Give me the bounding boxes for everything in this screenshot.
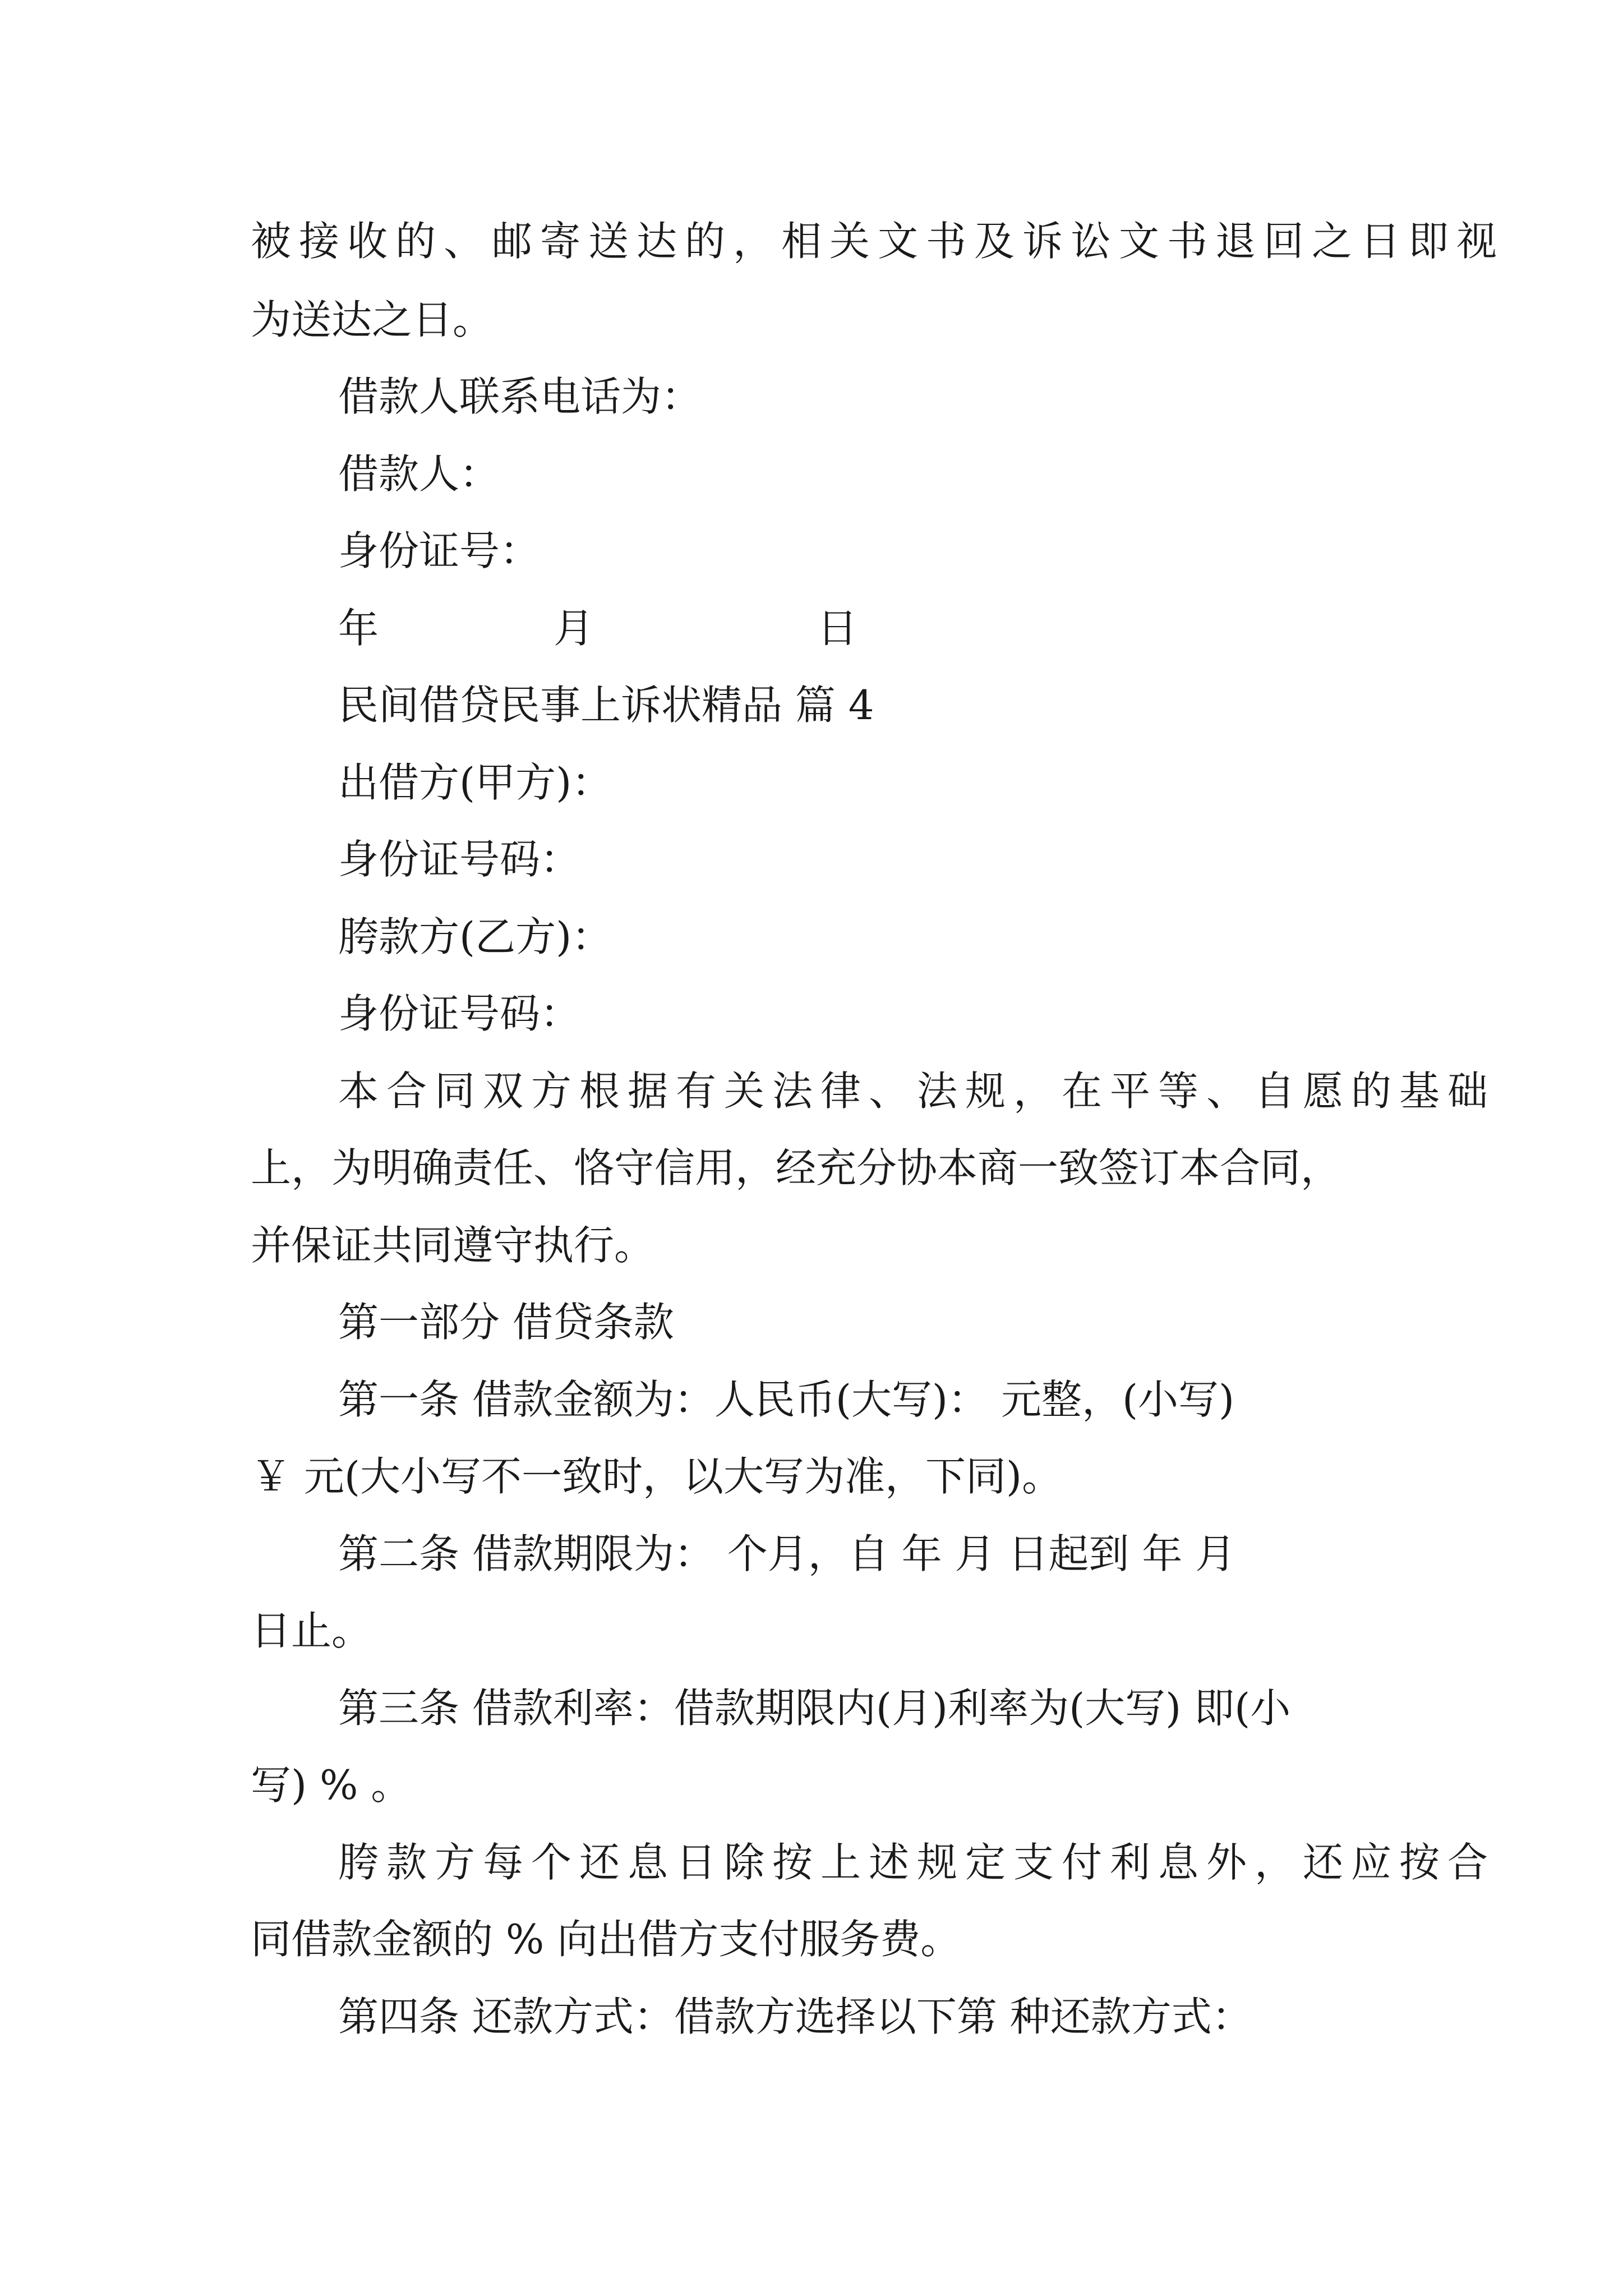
- paragraph-line: 身份证号码：: [338, 990, 581, 1037]
- paragraph-line: 写) % 。: [251, 1761, 412, 1809]
- paragraph-line: 同借款金额的 % 向出借方支付服务费。: [251, 1916, 961, 1963]
- paragraph-line: 第二条 借款期限为： 个月，自 年 月 日起到 年 月: [338, 1530, 1236, 1577]
- section-heading: 第一部分 借贷条款: [338, 1299, 674, 1346]
- paragraph-line: 借款人：: [338, 450, 500, 498]
- paragraph-line: ￥ 元(大小写不一致时，以大写为准，下同)。: [251, 1453, 1063, 1500]
- paragraph-line: 借款人联系电话为：: [338, 373, 702, 420]
- paragraph-line: 身份证号：: [338, 527, 541, 574]
- section-heading: 民间借贷民事上诉状精品 篇 4: [338, 682, 874, 729]
- paragraph-line: 第四条 还款方式：借款方选择以下第 种还款方式：: [338, 1993, 1252, 2040]
- paragraph-line: 身份证号码：: [338, 836, 581, 883]
- date-day: 日: [817, 605, 858, 652]
- paragraph-line: 为送达之日。: [251, 296, 494, 343]
- date-line: [338, 603, 857, 654]
- paragraph-line: 胯款方每个还息日除按上述规定支付利息外，还应按合: [338, 1839, 1496, 1886]
- paragraph-line: 本合同双方根据有关法律、法规，在平等、自愿的基础: [338, 1068, 1496, 1115]
- paragraph-line: 日止。: [251, 1607, 372, 1654]
- paragraph-line: 出借方(甲方)：: [338, 759, 612, 806]
- paragraph-line: 上，为明确责任、恪守信用，经充分协本商一致签订本合同，: [251, 1144, 1341, 1191]
- paragraph-line: 胯款方(乙方)：: [338, 913, 612, 960]
- paragraph-line: 第一条 借款金额为：人民币(大写)： 元整，(小写): [338, 1376, 1235, 1423]
- paragraph-line: 被接收的、邮寄送达的，相关文书及诉讼文书退回之日即视: [251, 218, 1505, 265]
- date-month: 月: [554, 605, 594, 652]
- paragraph-line: 第三条 借款利率：借款期限内(月)利率为(大写) 即(小: [338, 1685, 1291, 1732]
- paragraph-line: 并保证共同遵守执行。: [251, 1222, 655, 1269]
- date-year: 年: [338, 605, 379, 652]
